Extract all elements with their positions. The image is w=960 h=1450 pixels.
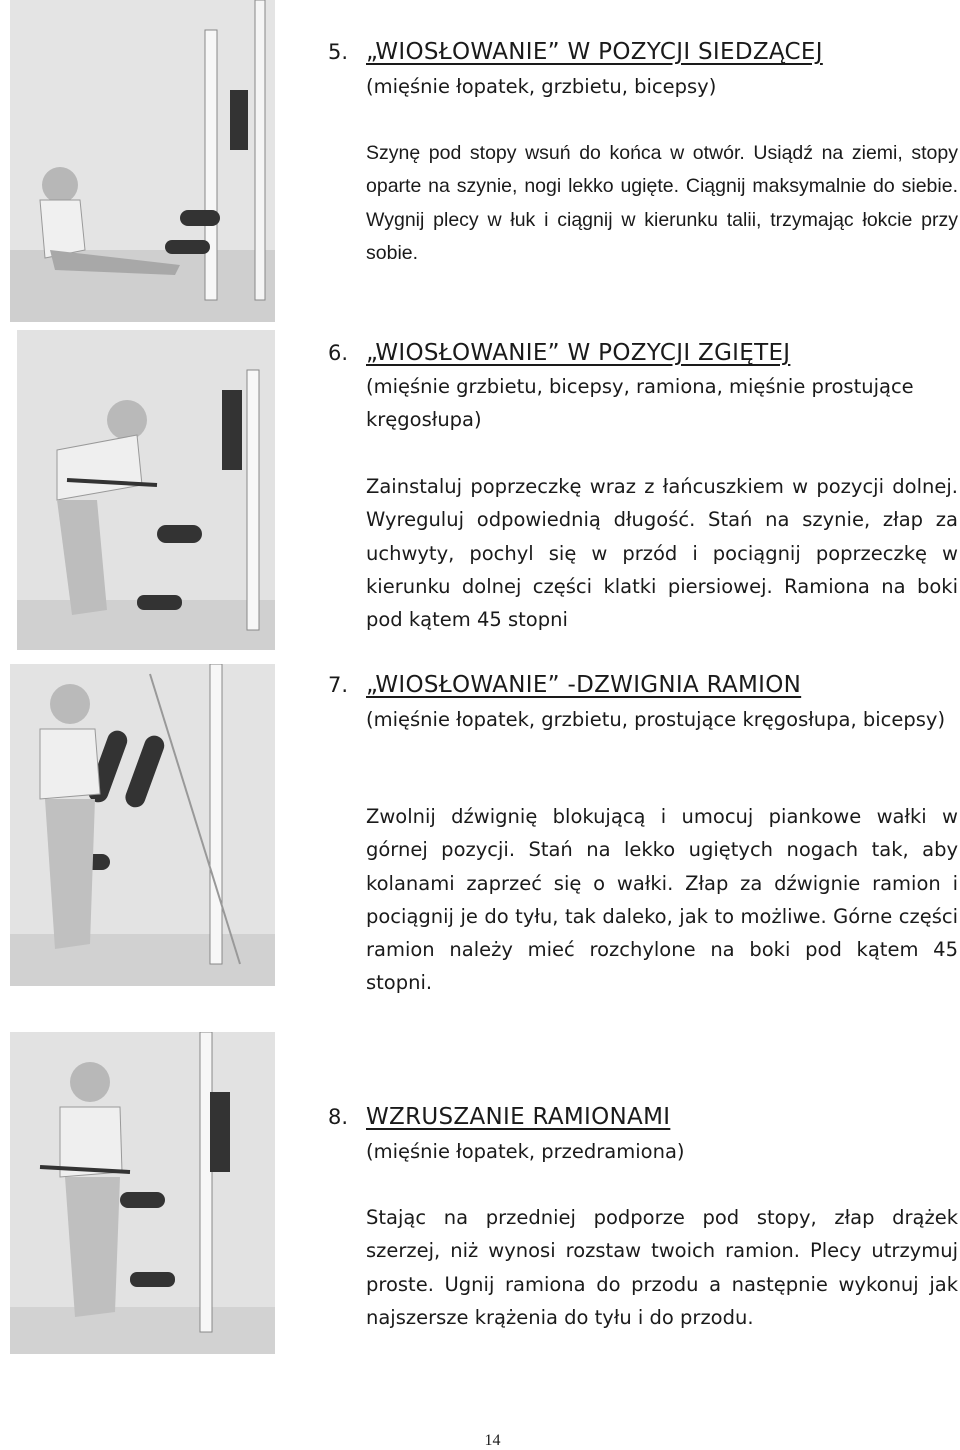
exercise-description: Zwolnij dźwignię blokującą i umocuj piankowe wałki w górnej pozycji. Stań na lekko ugiętych nogach tak, aby kolanami zaprzeć się o wałki. Złap za dźwignie ramion i pociągnij je do tyłu, tak daleko, jak to możliwe. Górne części ramion należy mieć rozchylone na boki pod kątem 45 stopni. (366, 805, 958, 995)
bent-over-rowing-photo (17, 330, 275, 650)
section-number: 6. (328, 341, 349, 365)
muscles-subtitle: (mięśnie łopatek, grzbietu, bicepsy) (366, 75, 717, 98)
muscles-subtitle: (mięśnie łopatek, grzbietu, prostujące kręgosłupa, bicepsy) (366, 708, 946, 731)
exercise-description: Szynę pod stopy wsuń do końca w otwór. Usiądź na ziemi, stopy oparte na szynie, nogi lekko ugięte. Ciągnij maksymalnie do siebie. Wygnij plecy w łuk i ciągnij w kierunku talii, trzymając łokcie przy sobie. (366, 142, 958, 264)
muscles-subtitle: (mięśnie grzbietu, bicepsy, ramiona, mięśnie prostujące kręgosłupa) (366, 375, 914, 431)
exercise-description: Stając na przedniej podporze pod stopy, złap drążek szerzej, niż wynosi rozstaw twoich ramion. Plecy utrzymuj proste. Ugnij ramiona do przodu a następnie wykonuj jak najszersze krążenia do tyłu i do przodu. (366, 1206, 958, 1329)
exercise-description: Zainstaluj poprzeczkę wraz z łańcuszkiem w pozycji dolnej. Wyreguluj odpowiednią długość. Stań na szynie, złap za uchwyty, pochyl się w przód i pociągnij poprzeczkę w kierunku dolnej części klatki piersiowej. Ramiona na boki pod kątem 45 stopni (366, 475, 958, 632)
arm-lever-rowing-photo (10, 664, 275, 986)
section-number: 5. (328, 40, 349, 64)
section-title: „WIOSŁOWANIE” W POZYCJI SIEDZĄCEJ (366, 39, 823, 65)
section-number: 7. (328, 673, 349, 697)
muscles-subtitle: (mięśnie łopatek, przedramiona) (366, 1140, 685, 1163)
section-title: „WIOSŁOWANIE” -DZWIGNIA RAMION (366, 672, 802, 698)
shrugs-photo (10, 1032, 275, 1354)
section-number: 8. (328, 1105, 349, 1129)
section-title: „WIOSŁOWANIE” W POZYCJI ZGIĘTEJ (366, 340, 791, 366)
page-number: 14 (484, 1432, 501, 1449)
section-title: WZRUSZANIE RAMIONAMI (366, 1104, 671, 1130)
seated-rowing-photo (10, 0, 275, 322)
